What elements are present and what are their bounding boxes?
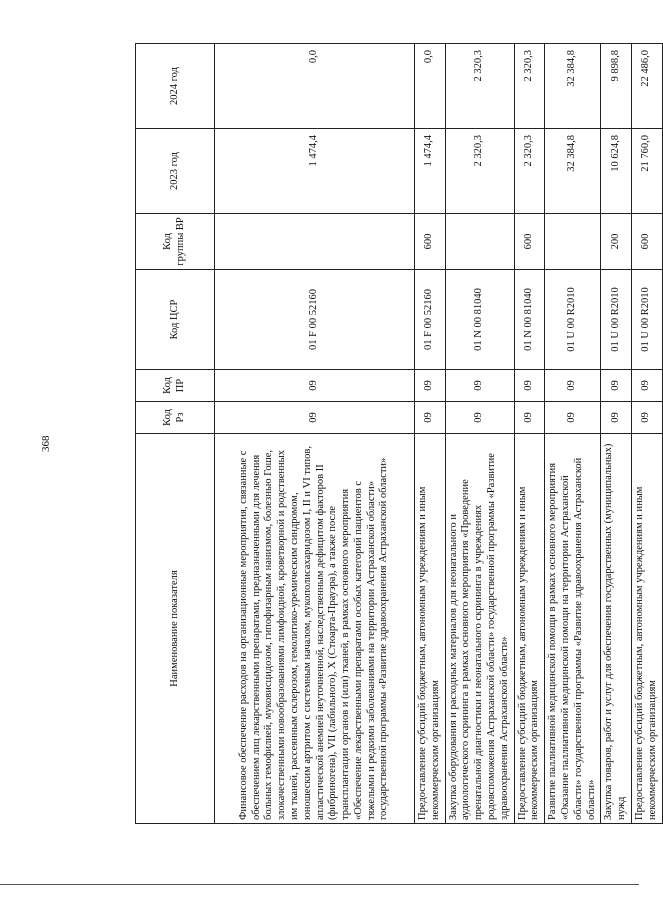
- header-2024: 2024 год: [136, 44, 215, 129]
- page-number: 368: [40, 435, 52, 452]
- table-rotated-wrapper: [135, 44, 658, 824]
- cell-pr: 09: [514, 370, 545, 402]
- cell-2024: 0,0: [415, 44, 446, 129]
- cell-2023: 1 474,4: [215, 129, 415, 214]
- cell-2023: 32 384,8: [545, 129, 601, 214]
- cell-vr: [215, 214, 415, 270]
- cell-2024: 32 384,8: [545, 44, 601, 129]
- cell-pr: 09: [215, 370, 415, 402]
- cell-csr: 01 N 00 81040: [445, 270, 514, 370]
- cell-pr: 09: [601, 370, 632, 402]
- cell-csr: 01 F 00 52160: [215, 270, 415, 370]
- cell-2024: 2 320,3: [514, 44, 545, 129]
- cell-vr: 200: [601, 214, 632, 270]
- cell-vr: 600: [415, 214, 446, 270]
- cell-2024: 22 486,0: [631, 44, 662, 129]
- table-header-row: [136, 44, 215, 824]
- cell-name: Финансовое обеспечение расходов на организационные мероприятия, связанные с обеспечением лиц лекарственными препаратами, предназначенными для лечения больных гемофилией, муковисцидозом, гипофизарным нанизмом, болезнью Гоше, злокачественными новообразованиями лимфоидной, кроветворной и родственных им тканей, рассеянным склерозом, гемолитико-уремическим синдромом, юношеским артритом с системным началом, мукополисахаридозом I, II и VI типов, апластической анемией неуточненной, наследственным дефицитом факторов II (фибриногена), VII (лабильного), X (Стюарта-Прауэра), а также после трансплантации органов и (или) тканей, в рамках основного мероприятия «Обеспечение лекарственными препаратами особых категорий пациентов с тяжелыми и редкими заболеваниями на территории Астраханской области» государственной программы «Развитие здравоохранения Астраханской области»: [215, 434, 415, 824]
- table-inner: [135, 44, 658, 824]
- cell-2023: 2 320,3: [514, 129, 545, 214]
- cell-rz: 09: [631, 402, 662, 434]
- cell-vr: 600: [631, 214, 662, 270]
- header-rz: Код Рз: [136, 402, 215, 434]
- cell-2024: 0,0: [215, 44, 415, 129]
- cell-name: Закупка товаров, работ и услуг для обеспечения государственных (муниципальных) нужд: [601, 434, 632, 824]
- cell-csr: 01 U 00 R2010: [601, 270, 632, 370]
- header-vr: Код группы ВР: [136, 214, 215, 270]
- cell-2023: 10 624,8: [601, 129, 632, 214]
- cell-rz: 09: [601, 402, 632, 434]
- cell-name: Предоставление субсидий бюджетным, автономным учреждениям и иным некоммерческим организациям: [514, 434, 545, 824]
- table-row: [601, 44, 632, 824]
- cell-rz: 09: [445, 402, 514, 434]
- cell-rz: 09: [415, 402, 446, 434]
- cell-rz: 09: [514, 402, 545, 434]
- cell-name: Развитие паллиативной медицинской помощи в рамках основного мероприятия «Оказание паллиативной медицинской помощи на территории Астраханской области» государственной программы «Развитие здравоохранения Астраханской области»: [545, 434, 601, 824]
- cell-pr: 09: [445, 370, 514, 402]
- cell-rz: 09: [545, 402, 601, 434]
- cell-csr: 01 F 00 52160: [415, 270, 446, 370]
- cell-2023: 1 474,4: [415, 129, 446, 214]
- header-pr: Код ПР: [136, 370, 215, 402]
- cell-vr: [445, 214, 514, 270]
- cell-pr: 09: [545, 370, 601, 402]
- cell-rz: 09: [215, 402, 415, 434]
- cell-name: Предоставление субсидий бюджетным, автономным учреждениям и иным некоммерческим организациям: [415, 434, 446, 824]
- cell-vr: 600: [514, 214, 545, 270]
- header-name: Наименование показателя: [136, 434, 215, 824]
- cell-2024: 9 898,8: [601, 44, 632, 129]
- table-row: [445, 44, 514, 824]
- header-csr: Код ЦСР: [136, 270, 215, 370]
- cell-csr: 01 U 00 R2010: [631, 270, 662, 370]
- table-row: [545, 44, 601, 824]
- cell-name: Предоставление субсидий бюджетным, автономным учреждениям и иным некоммерческим организациям: [631, 434, 662, 824]
- cell-pr: 09: [415, 370, 446, 402]
- table-row: [514, 44, 545, 824]
- cell-vr: [545, 214, 601, 270]
- cell-pr: 09: [631, 370, 662, 402]
- footer-divider: [0, 884, 639, 885]
- cell-name: Закупка оборудования и расходных материалов для неонатального и аудиологического скрининга в рамках основного мероприятия «Проведение пренатальной диагностики и неонатального скрининга в учреждениях родовспоможения Астраханской области» государственной программы «Развитие здравоохранения Астраханской области»: [445, 434, 514, 824]
- header-2023: 2023 год: [136, 129, 215, 214]
- cell-csr: 01 N 00 81040: [514, 270, 545, 370]
- table-row: [215, 44, 415, 824]
- table-row: [631, 44, 662, 824]
- cell-2023: 2 320,3: [445, 129, 514, 214]
- table-row: [415, 44, 446, 824]
- cell-csr: 01 U 00 R2010: [545, 270, 601, 370]
- cell-2023: 21 760,0: [631, 129, 662, 214]
- budget-table: [135, 43, 663, 824]
- cell-2024: 2 320,3: [445, 44, 514, 129]
